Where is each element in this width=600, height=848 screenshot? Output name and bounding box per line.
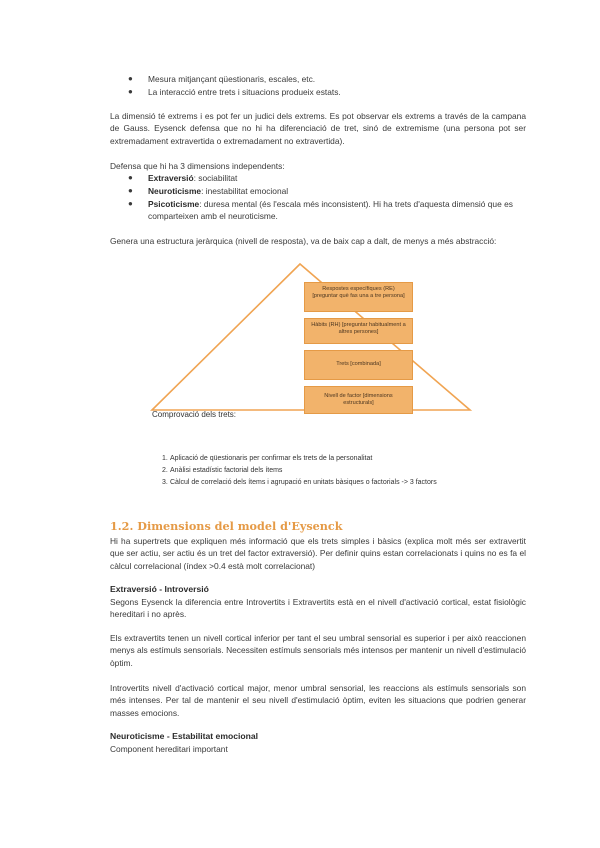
paragraph-defensa: Defensa que hi ha 3 dimensions independents:	[110, 161, 285, 171]
list-item: 1. Aplicació de qüestionaris per confirmar els trets de la personalitat	[162, 455, 373, 462]
list-item: 3. Càlcul de correlació dels ítems i agrupació en unitats bàsiques o factorials -> 3 factors	[162, 479, 437, 486]
paragraph-dimensio: La dimensió té extrems i es pot fer un judici dels extrems. Es pot observar els extrems a través de la campana de Gauss. Eysenck defensa que no hi ha diferenciació de tret, sinó de extremisme (una persona pot ser extremadament extravertida o extremadament no extravertida).	[110, 111, 526, 146]
list-item: 2. Anàlisi estadístic factorial dels ítems	[162, 467, 283, 474]
paragraph-extraversio-1: Segons Eysenck la diferencia entre Introvertits i Extravertits està en el nivell d'activació cortical, estat fisiològic hereditari i no après.	[110, 597, 526, 620]
list-item: ● Neuroticisme: inestabilitat emocional	[128, 186, 289, 196]
pyramid-box-respostes: Respostes específiques (RE) [preguntar què fas una a tre persona]	[304, 282, 413, 312]
pyramid-box-trets: Trets [combinada]	[304, 350, 413, 380]
bullet-icon: ●	[128, 173, 133, 182]
pyramid-box-factor: Nivell de factor [dimensions estructurals]	[304, 386, 413, 414]
paragraph-genera: Genera una estructura jeràrquica (nivell de resposta), va de baix cap a dalt, de menys a més abstracció:	[110, 236, 497, 246]
paragraph-neuroticisme: Component hereditari important	[110, 744, 228, 754]
list-item: ● Extraversió: sociabilitat	[128, 173, 238, 183]
bullet-icon: ●	[128, 74, 133, 83]
bullet-icon: ●	[128, 199, 133, 208]
section-title: 1.2. Dimensions del model d'Eysenck	[110, 519, 343, 533]
paragraph-extraversio-2: Els extravertits tenen un nivell cortical inferior per tant el seu umbral sensorial es superior i per això reaccionen menys als estímuls sensorials. Necessiten estímuls sensorials més intensos per mantenir un nivell d'estimulació òptim.	[110, 633, 526, 668]
bullet-icon: ●	[128, 186, 133, 195]
paragraph-supertrets: Hi ha supertrets que expliquen més informació que els trets simples i bàsics (explica molt més ser extravertit que ser actiu, ser actiu és un tret del factor extraversió). Per definir quins estan correlacionats i quins no es fa el càlcul correlacional (índex >0.4 està molt correlacionat)	[110, 536, 526, 571]
pyramid-box-habits: Hàbits (RH) [preguntar habitualment a altres persones]	[304, 318, 413, 344]
list-item: ● Mesura mitjançant qüestionaris, escales, etc.	[128, 74, 316, 84]
list-item: ● La interacció entre trets i situacions produeix estats.	[128, 87, 341, 97]
heading-neuroticisme: Neuroticisme - Estabilitat emocional	[110, 731, 259, 741]
figure-caption: Comprovació dels trets:	[152, 410, 237, 419]
list-item: ● Psicoticisme: duresa mental (és l'escala més inconsistent). Hi ha trets d'aquesta dimensió que es comparteixen amb el neuroticisme.	[128, 199, 513, 222]
heading-extraversio: Extraversió - Introversió	[110, 584, 209, 594]
paragraph-extraversio-3: Introvertits nivell d'activació cortical major, menor umbral sensorial, les reaccions als estímuls sensorials son més intenses. Per tal de mantenir el seu nivell d'estimulació òptim, eviten les situacions que podrien generar masses emocions.	[110, 683, 526, 718]
bullet-icon: ●	[128, 87, 133, 96]
